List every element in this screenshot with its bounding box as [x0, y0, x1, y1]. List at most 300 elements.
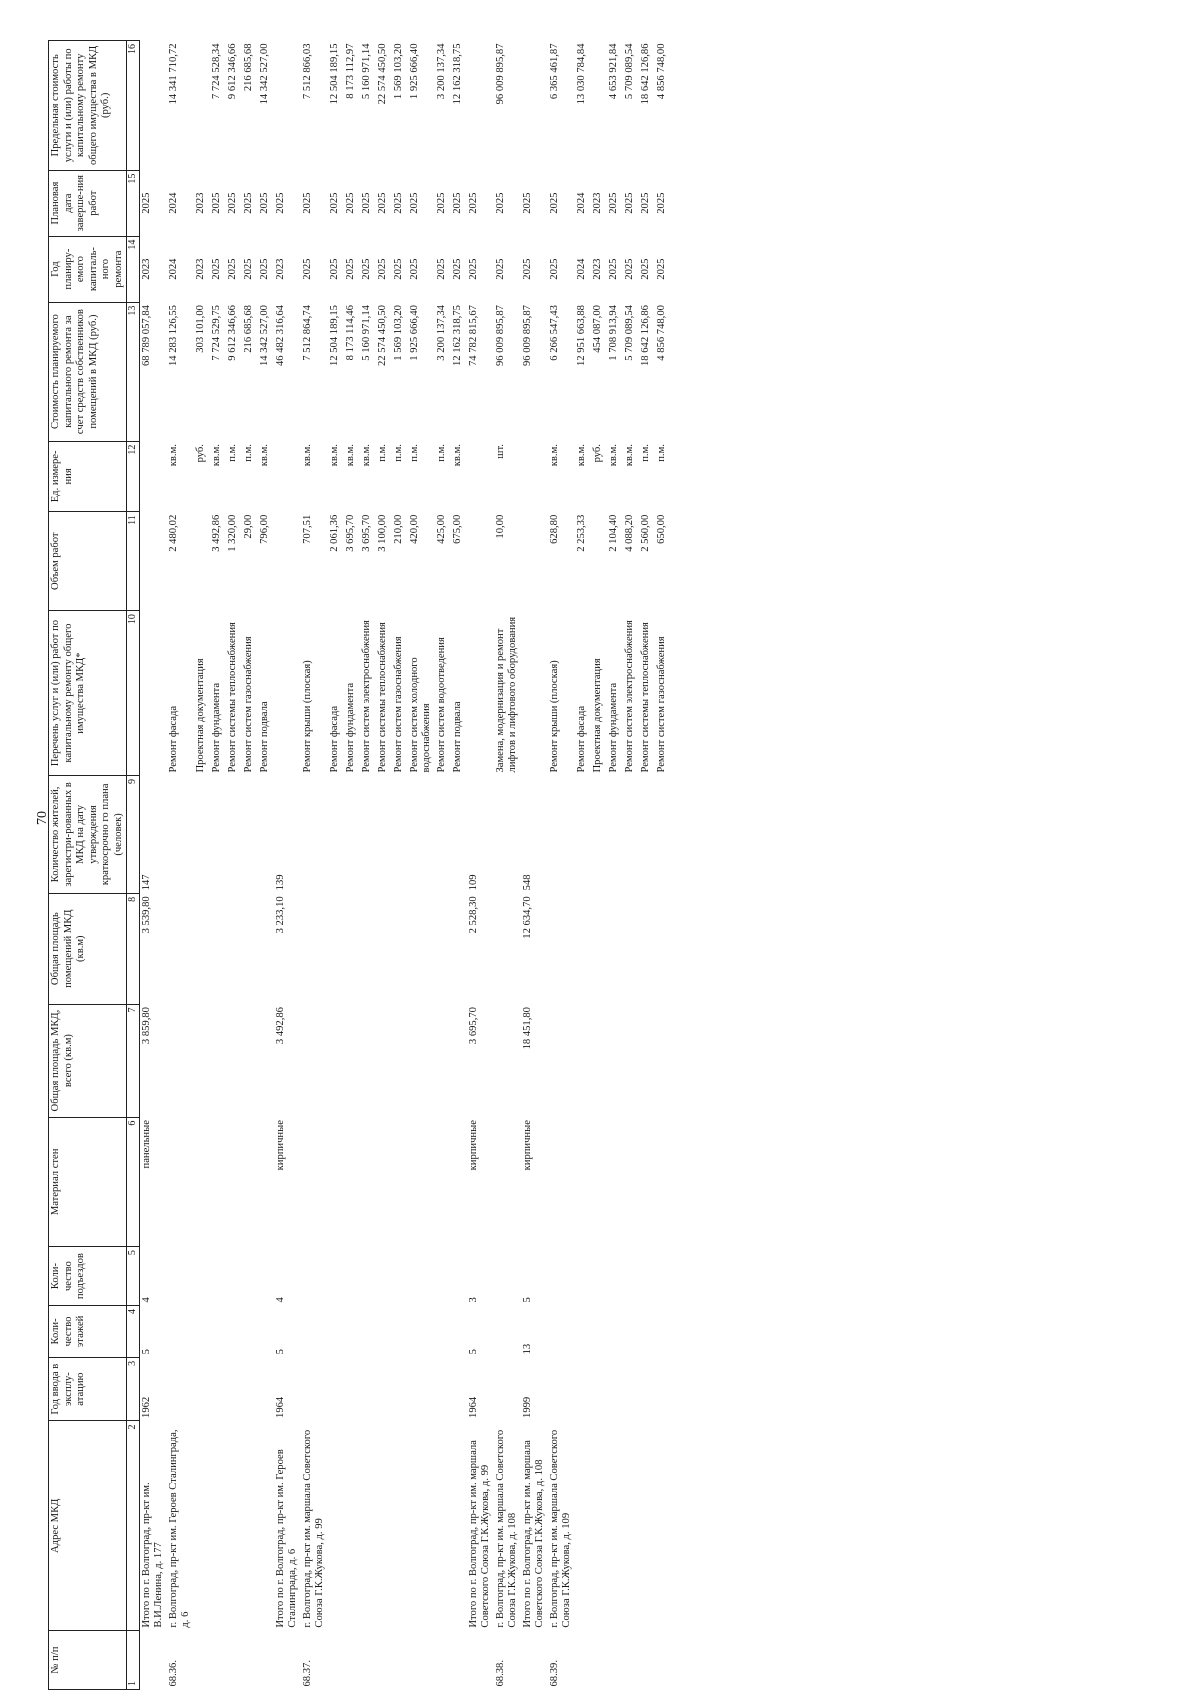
unit-cell [139, 441, 167, 512]
entrances-cell [301, 1247, 328, 1306]
repair-year-cell: 2025 [392, 258, 404, 280]
premises-area-cell [258, 893, 274, 1004]
residents-cell [167, 776, 194, 894]
address-cell [258, 1421, 274, 1631]
table-body [139, 41, 671, 1690]
premises-area-cell [575, 893, 591, 1004]
total-area-cell [210, 1004, 226, 1117]
wall-material-cell [655, 1117, 671, 1247]
address-cell: Итого по г. Волгоград, пр-кт им. маршала Советского Союза Г.К.Жукова, д. 108 [521, 1440, 546, 1628]
work-volume-cell: 2 253,33 [575, 514, 587, 552]
completion-date-cell: 2025 [258, 192, 270, 214]
total-row [139, 41, 167, 1690]
completion-date-cell: 2025 [360, 192, 372, 214]
work-type-cell: Ремонт систем водоотведения [435, 637, 447, 773]
max-cost-cell: 4 856 748,00 [655, 43, 667, 100]
address-cell [194, 1421, 210, 1631]
table-row [591, 41, 607, 1690]
total-area-cell [360, 1004, 376, 1117]
address-cell [226, 1421, 242, 1631]
entrances-cell [344, 1247, 360, 1306]
completion-date-cell: 2025 [607, 192, 619, 214]
address-cell: г. Волгоград, пр-кт им. маршала Советского Союза Г.К.Жукова, д. 108 [494, 1429, 519, 1628]
planned-cost-cell: 216 685,68 [242, 305, 254, 353]
unit-cell: п.м. [639, 444, 651, 462]
max-cost-cell [591, 41, 607, 171]
completion-date-cell: 2025 [376, 192, 388, 214]
wall-material-cell [639, 1117, 655, 1247]
address-cell [360, 1421, 376, 1631]
planned-cost-cell: 1 925 666,40 [408, 305, 420, 361]
max-cost-cell: 12 504 189,15 [328, 43, 340, 105]
planned-cost-cell: 5 160 971,14 [360, 305, 372, 361]
unit-cell: руб. [194, 444, 206, 463]
total-area-cell [194, 1004, 210, 1117]
wall-material-cell [328, 1117, 344, 1247]
floors-cell [591, 1306, 607, 1358]
planned-cost-cell: 14 283 126,55 [167, 305, 179, 366]
residents-cell [435, 776, 451, 894]
residents-cell [607, 776, 623, 894]
entrances-cell [494, 1247, 521, 1306]
total-area-cell: 3 492,86 [274, 1007, 286, 1045]
floors-cell: 5 [467, 1349, 479, 1355]
unit-cell: п.м. [392, 444, 404, 462]
completion-date-cell: 2025 [451, 192, 463, 214]
wall-material-cell [194, 1117, 210, 1247]
premises-area-cell [607, 893, 623, 1004]
column-number: 4 [127, 1306, 140, 1358]
table-row [376, 41, 392, 1690]
floors-cell [344, 1306, 360, 1358]
work-volume-cell [591, 512, 607, 611]
column-number: 2 [127, 1421, 140, 1631]
commission-year-cell [607, 1357, 623, 1421]
unit-cell [521, 441, 548, 512]
floors-cell [360, 1306, 376, 1358]
completion-date-cell: 2025 [242, 192, 254, 214]
floors-cell [167, 1306, 194, 1358]
commission-year-cell [655, 1357, 671, 1421]
work-type-cell: Ремонт системы теплоснабжения [226, 622, 238, 773]
wall-material-cell [242, 1117, 258, 1247]
entrances-cell [623, 1247, 639, 1306]
row-number-cell [467, 1631, 494, 1690]
entrances-cell [210, 1247, 226, 1306]
unit-cell: кв.м. [210, 444, 222, 467]
table-row [344, 41, 360, 1690]
residents-cell [258, 776, 274, 894]
planned-cost-cell: 303 101,00 [194, 305, 206, 353]
table-row [435, 41, 451, 1690]
work-type-cell [139, 611, 167, 776]
table-row [575, 41, 591, 1690]
repair-year-cell: 2025 [226, 258, 238, 280]
floors-cell: 5 [274, 1349, 286, 1355]
repair-year-cell: 2025 [467, 258, 479, 280]
work-type-cell: Ремонт систем газоснабжения [242, 636, 254, 773]
completion-date-cell: 2024 [167, 192, 179, 214]
address-cell [435, 1421, 451, 1631]
row-number-cell [435, 1631, 451, 1690]
residents-cell [360, 776, 376, 894]
unit-cell: п.м. [435, 444, 447, 462]
header-cell: Объем работ [49, 512, 127, 611]
repair-year-cell: 2025 [242, 258, 254, 280]
planned-cost-cell: 12 504 189,15 [328, 305, 340, 366]
entrances-cell: 3 [467, 1297, 479, 1303]
table-row [639, 41, 655, 1690]
work-volume-cell: 675,00 [451, 514, 463, 544]
commission-year-cell [623, 1357, 639, 1421]
row-number-cell [258, 1631, 274, 1690]
planned-cost-cell: 14 342 527,00 [258, 305, 270, 366]
work-volume-cell: 4 088,20 [623, 514, 635, 552]
commission-year-cell [376, 1357, 392, 1421]
planned-cost-cell: 4 856 748,00 [655, 305, 667, 361]
wall-material-cell [548, 1117, 575, 1247]
planned-cost-cell: 6 266 547,43 [548, 305, 560, 361]
completion-date-cell: 2024 [575, 192, 587, 214]
work-type-cell [521, 611, 548, 776]
residents-cell [301, 776, 328, 894]
completion-date-cell: 2025 [392, 192, 404, 214]
column-number: 9 [127, 776, 140, 894]
entrances-cell: 4 [140, 1297, 152, 1303]
repair-year-cell: 2023 [194, 258, 206, 280]
floors-cell [623, 1306, 639, 1358]
repair-year-cell: 2025 [408, 258, 420, 280]
completion-date-cell: 2023 [194, 192, 206, 214]
column-number: 11 [127, 512, 140, 611]
completion-date-cell: 2025 [623, 192, 635, 214]
row-number-cell [344, 1631, 360, 1690]
max-cost-cell: 1 569 103,20 [392, 43, 404, 100]
header-cell: Год планиру-емого капиталь-ного ремонта [49, 236, 127, 302]
planned-cost-cell: 8 173 114,46 [344, 305, 356, 361]
total-area-cell [591, 1004, 607, 1117]
planned-cost-cell: 96 009 895,87 [521, 305, 533, 366]
header-cell: Коли-чество подъездов [49, 1247, 127, 1306]
table-row [301, 41, 328, 1690]
commission-year-cell [575, 1357, 591, 1421]
work-type-cell: Ремонт фасада [167, 705, 179, 773]
floors-cell [435, 1306, 451, 1358]
work-type-cell: Ремонт систем газоснабжения [655, 636, 667, 773]
work-volume-cell: 796,00 [258, 514, 270, 544]
planned-cost-cell: 46 482 316,64 [274, 305, 286, 366]
work-type-cell: Ремонт подвала [258, 701, 270, 773]
address-cell [575, 1421, 591, 1631]
floors-cell [301, 1306, 328, 1358]
entrances-cell: 4 [274, 1297, 286, 1303]
commission-year-cell: 1962 [140, 1396, 152, 1418]
completion-date-cell: 2025 [301, 192, 313, 214]
table-row [242, 41, 258, 1690]
work-volume-cell: 3 100,00 [376, 514, 388, 552]
total-area-cell [451, 1004, 467, 1117]
wall-material-cell [344, 1117, 360, 1247]
row-number-cell [451, 1631, 467, 1690]
row-number-cell: 68.38. [494, 1660, 506, 1687]
unit-cell: кв.м. [607, 444, 619, 467]
work-volume-cell: 2 061,36 [328, 514, 340, 552]
wall-material-cell: кирпичные [467, 1120, 479, 1171]
row-number-cell [607, 1631, 623, 1690]
capital-repair-table [48, 40, 671, 1690]
commission-year-cell [258, 1357, 274, 1421]
floors-cell: 13 [521, 1343, 533, 1355]
address-cell: Итого по г. Волгоград, пр-кт им. Героев Сталинграда, д. 6 [274, 1449, 299, 1628]
header-cell: Стоимость планируемого капитального ремонта за счет средств собственников помещений в МКД (руб.) [49, 302, 127, 441]
column-number: 14 [127, 236, 140, 302]
table-row [258, 41, 274, 1690]
row-number-cell [591, 1631, 607, 1690]
wall-material-cell [301, 1117, 328, 1247]
repair-year-cell: 2025 [548, 258, 560, 280]
total-area-cell [242, 1004, 258, 1117]
entrances-cell: 5 [521, 1297, 533, 1303]
max-cost-cell: 6 365 461,87 [548, 43, 560, 100]
table-row [607, 41, 623, 1690]
entrances-cell [360, 1247, 376, 1306]
work-type-cell: Ремонт систем электроснабжения [360, 620, 372, 773]
commission-year-cell [226, 1357, 242, 1421]
total-area-cell [607, 1004, 623, 1117]
header-cell: Адрес МКД [49, 1421, 127, 1631]
unit-cell: шт. [494, 444, 506, 459]
residents-cell [451, 776, 467, 894]
completion-date-cell: 2023 [591, 192, 603, 214]
planned-cost-cell: 12 951 663,88 [575, 305, 587, 366]
premises-area-cell [210, 893, 226, 1004]
total-area-cell: 18 451,80 [521, 1007, 533, 1050]
completion-date-cell: 2025 [494, 192, 506, 214]
completion-date-cell: 2025 [548, 192, 560, 214]
total-area-cell [435, 1004, 451, 1117]
wall-material-cell [210, 1117, 226, 1247]
residents-cell [494, 776, 521, 894]
completion-date-cell: 2025 [328, 192, 340, 214]
table-row [392, 41, 408, 1690]
header-cell: Коли-чество этажей [49, 1306, 127, 1358]
residents-cell [226, 776, 242, 894]
premises-area-cell [435, 893, 451, 1004]
work-type-cell: Ремонт систем газоснабжения [392, 636, 404, 773]
column-number: 8 [127, 893, 140, 1004]
premises-area-cell [655, 893, 671, 1004]
table-row [210, 41, 226, 1690]
floors-cell [408, 1306, 435, 1358]
repair-year-cell: 2025 [328, 258, 340, 280]
max-cost-cell [467, 41, 494, 171]
row-number-cell [376, 1631, 392, 1690]
residents-cell [210, 776, 226, 894]
floors-cell [575, 1306, 591, 1358]
address-cell [392, 1421, 408, 1631]
wall-material-cell [376, 1117, 392, 1247]
commission-year-cell [435, 1357, 451, 1421]
work-volume-cell [194, 512, 210, 611]
repair-year-cell: 2025 [451, 258, 463, 280]
commission-year-cell [408, 1357, 435, 1421]
total-area-cell: 3 695,70 [467, 1007, 479, 1045]
residents-cell [194, 776, 210, 894]
unit-cell: кв.м. [328, 444, 340, 467]
table-row [194, 41, 210, 1690]
floors-cell [194, 1306, 210, 1358]
residents-cell [408, 776, 435, 894]
residents-cell: 109 [467, 874, 479, 891]
total-area-cell [167, 1004, 194, 1117]
floors-cell [639, 1306, 655, 1358]
commission-year-cell [451, 1357, 467, 1421]
wall-material-cell [451, 1117, 467, 1247]
row-number-cell [655, 1631, 671, 1690]
repair-year-cell: 2025 [639, 258, 651, 280]
header-cell: № п/п [49, 1631, 127, 1690]
work-type-cell: Ремонт фундамента [607, 682, 619, 773]
work-volume-cell: 650,00 [655, 514, 667, 544]
premises-area-cell [376, 893, 392, 1004]
wall-material-cell [591, 1117, 607, 1247]
address-cell: г. Волгоград, пр-кт им. Героев Сталинграда, д. 6 [167, 1429, 192, 1628]
row-number-cell [274, 1631, 301, 1690]
commission-year-cell [301, 1357, 328, 1421]
planned-cost-cell: 1 569 103,20 [392, 305, 404, 361]
address-cell [408, 1421, 435, 1631]
row-number-cell [639, 1631, 655, 1690]
residents-cell [591, 776, 607, 894]
premises-area-cell: 12 634,70 [521, 896, 533, 939]
entrances-cell [242, 1247, 258, 1306]
work-type-cell: Ремонт фасада [575, 705, 587, 773]
residents-cell: 147 [140, 874, 152, 891]
max-cost-cell: 12 162 318,75 [451, 43, 463, 105]
total-area-cell [494, 1004, 521, 1117]
entrances-cell [328, 1247, 344, 1306]
floors-cell [655, 1306, 671, 1358]
floors-cell [548, 1306, 575, 1358]
address-cell: Итого по г. Волгоград, пр-кт им. В.И.Ленина, д. 177 [140, 1482, 165, 1628]
entrances-cell [548, 1247, 575, 1306]
table-row [408, 41, 435, 1690]
unit-cell: кв.м. [167, 444, 179, 467]
max-cost-cell: 7 512 866,03 [301, 43, 313, 100]
column-number: 1 [127, 1631, 140, 1690]
floors-cell: 5 [140, 1349, 152, 1355]
total-area-cell [258, 1004, 274, 1117]
table-row [360, 41, 376, 1690]
row-number-cell [575, 1631, 591, 1690]
planned-cost-cell: 18 642 126,86 [639, 305, 651, 366]
floors-cell [392, 1306, 408, 1358]
planned-cost-cell: 12 162 318,75 [451, 305, 463, 366]
work-type-cell: Ремонт системы теплоснабжения [376, 622, 388, 773]
max-cost-cell: 9 612 346,66 [226, 43, 238, 100]
total-area-cell [408, 1004, 435, 1117]
unit-cell: п.м. [408, 444, 420, 462]
floors-cell [451, 1306, 467, 1358]
work-volume-cell: 2 104,40 [607, 514, 619, 552]
floors-cell [494, 1306, 521, 1358]
header-cell: Материал стен [49, 1117, 127, 1247]
work-volume-cell: 425,00 [435, 514, 447, 544]
repair-year-cell: 2024 [167, 258, 179, 280]
unit-cell: кв.м. [548, 444, 560, 467]
planned-cost-cell: 9 612 346,66 [226, 305, 238, 361]
column-number: 16 [127, 41, 140, 171]
table-row [328, 41, 344, 1690]
work-volume-cell: 2 560,00 [639, 514, 651, 552]
wall-material-cell [258, 1117, 274, 1247]
commission-year-cell: 1964 [467, 1396, 479, 1418]
row-number-cell [521, 1631, 548, 1690]
row-number-cell [392, 1631, 408, 1690]
max-cost-cell [139, 41, 167, 171]
total-row [274, 41, 301, 1690]
entrances-cell [376, 1247, 392, 1306]
header-cell: Количество жителей, зарегистри-рованных в МКД на дату утверждения краткосрочно го плана (человек) [49, 776, 127, 894]
floors-cell [328, 1306, 344, 1358]
commission-year-cell [210, 1357, 226, 1421]
address-cell: г. Волгоград, пр-кт им. маршала Советского Союза Г.К.Жукова, д. 99 [301, 1429, 326, 1628]
planned-cost-cell: 1 708 913,94 [607, 305, 619, 361]
column-number: 5 [127, 1247, 140, 1306]
premises-area-cell [226, 893, 242, 1004]
address-cell [376, 1421, 392, 1631]
unit-cell [467, 441, 494, 512]
premises-area-cell [360, 893, 376, 1004]
commission-year-cell: 1964 [274, 1396, 286, 1418]
work-volume-cell [521, 512, 548, 611]
wall-material-cell: кирпичные [521, 1120, 533, 1171]
residents-cell [575, 776, 591, 894]
repair-year-cell: 2025 [344, 258, 356, 280]
wall-material-cell [360, 1117, 376, 1247]
entrances-cell [451, 1247, 467, 1306]
total-row [467, 41, 494, 1690]
premises-area-cell [344, 893, 360, 1004]
wall-material-cell [494, 1117, 521, 1247]
header-cell: Год ввода в эксплу-атацию [49, 1357, 127, 1421]
premises-area-cell [167, 893, 194, 1004]
table-row [623, 41, 639, 1690]
unit-cell: кв.м. [360, 444, 372, 467]
unit-cell: кв.м. [451, 444, 463, 467]
work-volume-cell: 628,80 [548, 514, 560, 544]
page-number: 70 [35, 811, 50, 825]
premises-area-cell [623, 893, 639, 1004]
total-area-cell [301, 1004, 328, 1117]
planned-cost-cell: 68 789 057,84 [140, 305, 152, 366]
repair-year-cell: 2025 [301, 258, 313, 280]
entrances-cell [258, 1247, 274, 1306]
premises-area-cell [242, 893, 258, 1004]
address-cell [607, 1421, 623, 1631]
completion-date-cell: 2025 [210, 192, 222, 214]
commission-year-cell [392, 1357, 408, 1421]
max-cost-cell: 3 200 137,34 [435, 43, 447, 100]
work-volume-cell: 210,00 [392, 514, 404, 544]
max-cost-cell: 5 709 089,54 [623, 43, 635, 100]
repair-year-cell: 2025 [607, 258, 619, 280]
work-volume-cell [274, 512, 301, 611]
work-volume-cell: 10,00 [494, 514, 506, 539]
work-type-cell: Ремонт крыши (плоская) [301, 660, 313, 773]
residents-cell [242, 776, 258, 894]
table-row [226, 41, 242, 1690]
